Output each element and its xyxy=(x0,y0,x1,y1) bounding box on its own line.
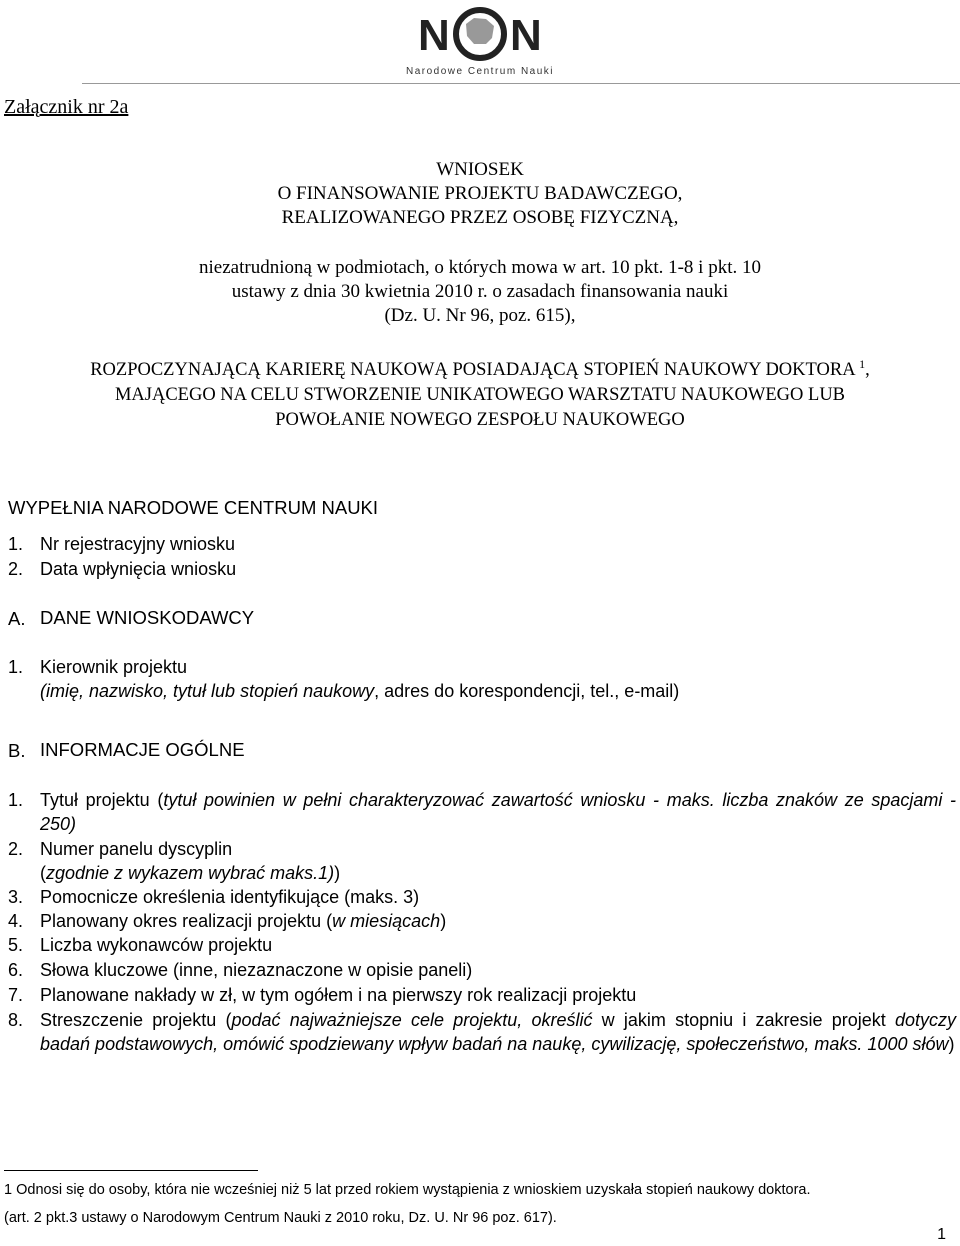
section-b-heading: INFORMACJE OGÓLNE xyxy=(40,739,245,760)
section-a-item-1-number: 1. xyxy=(8,657,24,677)
caps-line-3: POWOŁANIE NOWEGO ZESPOŁU NAUKOWEGO xyxy=(275,410,685,431)
footnote-line-1: 1 Odnosi się do osoby, która nie wcześniej niż 5 lat przed rokiem wystąpienia z wnioskiem uzyskała stopień naukowy doktora. xyxy=(4,1182,811,1198)
logo-letter-n2: N xyxy=(510,11,542,60)
title-line-3: REALIZOWANEGO PRZEZ OSOBĘ FIZYCZNĄ, xyxy=(281,207,679,228)
b-item-1-text: Tytuł projektu (tytuł powinien w pełni charakteryzować zawartość wniosku - maks. liczba znaków ze spacjami - 250) xyxy=(40,790,957,834)
title-line-2: O FINANSOWANIE PROJEKTU BADAWCZEGO, xyxy=(277,183,683,204)
b-item-3-text: Pomocnicze określenia identyfikujące (maks. 3) xyxy=(40,887,420,907)
project-leader-label: Kierownik projektu xyxy=(40,657,188,677)
footnote-separator xyxy=(4,1170,258,1171)
page-number: 1 xyxy=(937,1226,946,1243)
b-item-8-number: 8. xyxy=(8,1010,24,1030)
subtitle-line-1: niezatrudnioną w podmiotach, o których mowa w art. 10 pkt. 1-8 i pkt. 10 xyxy=(199,257,761,278)
section-a-letter: A. xyxy=(8,608,26,629)
b-item-7-text: Planowane nakłady w zł, w tym ogółem i na pierwszy rok realizacji projektu xyxy=(40,985,637,1005)
subtitle-line-2: ustawy z dnia 30 kwietnia 2010 r. o zasadach finansowania nauki xyxy=(231,281,729,302)
logo-letter-n1: N xyxy=(418,11,450,60)
section-a-heading: DANE WNIOSKODAWCY xyxy=(40,607,255,628)
b-item-7-number: 7. xyxy=(8,985,24,1005)
footnote-ref: 1 xyxy=(859,357,866,371)
ncn-item-2-text: Data wpłynięcia wniosku xyxy=(40,559,237,579)
ncn-logo xyxy=(400,6,560,80)
subtitle-line-3: (Dz. U. Nr 96, poz. 615), xyxy=(384,305,576,326)
b-item-5-number: 5. xyxy=(8,935,24,955)
b-item-5-text: Liczba wykonawców projektu xyxy=(40,935,273,955)
subtitle-block xyxy=(0,256,960,328)
section-a-item-1 xyxy=(40,655,956,703)
title-block xyxy=(0,158,960,230)
logo-tagline: Narodowe Centrum Nauki xyxy=(405,66,555,77)
caps-block xyxy=(0,352,960,433)
b-item-6-number: 6. xyxy=(8,960,24,980)
caps-line-1: ROZPOCZYNAJĄCĄ KARIERĘ NAUKOWĄ POSIADAJĄCĄ STOPIEŃ NAUKOWY DOKTORA $^1$, xyxy=(90,357,870,381)
b-item-6-text: Słowa kluczowe (inne, niezaznaczone w opisie paneli) xyxy=(40,960,473,980)
section-b-letter: B. xyxy=(8,740,26,761)
b-item-2-number: 2. xyxy=(8,839,24,859)
caps-line-2: MAJĄCEGO NA CELU STWORZENIE UNIKATOWEGO WARSZTATU NAUKOWEGO LUB xyxy=(114,385,846,406)
footnote-line-2: (art. 2 pkt.3 ustawy o Narodowym Centrum Nauki z 2010 roku, Dz. U. Nr 96 poz. 617). xyxy=(4,1210,557,1226)
project-leader-hint: (imię, nazwisko, tytuł lub stopień naukowy, adres do korespondencji, tel., e-mail) xyxy=(40,681,680,701)
b-item-8-text: Streszczenie projektu (podać najważniejsze cele projektu, określić w jakim stopniu i zakresie projekt dotyczy badań podstawowych, omówić spodziewany wpływ badań na naukę, cywilizację, społeczeństwo, maks. 1000 słów) xyxy=(40,1010,956,1054)
footnote-mark: 1 xyxy=(4,1182,13,1198)
title-line-1: WNIOSEK xyxy=(436,159,524,180)
ncn-heading: WYPEŁNIA NARODOWE CENTRUM NAUKI xyxy=(8,497,379,518)
b-item-4-text: Planowany okres realizacji projektu (w miesiącach) xyxy=(40,911,447,931)
ncn-item-2-number: 2. xyxy=(8,559,24,579)
ncn-item-1-number: 1. xyxy=(8,534,24,554)
header-rule xyxy=(82,83,960,84)
poland-map-icon xyxy=(466,18,494,44)
b-item-4-number: 4. xyxy=(8,911,24,931)
b-item-1-number: 1. xyxy=(8,790,24,810)
ncn-item-1-text: Nr rejestracyjny wniosku xyxy=(40,534,236,554)
b-item-2-text: Numer panelu dyscyplin (zgodnie z wykazem wybrać maks.1)) xyxy=(40,839,341,883)
attachment-label: Załącznik nr 2a xyxy=(4,96,129,118)
b-item-3-number: 3. xyxy=(8,887,24,907)
